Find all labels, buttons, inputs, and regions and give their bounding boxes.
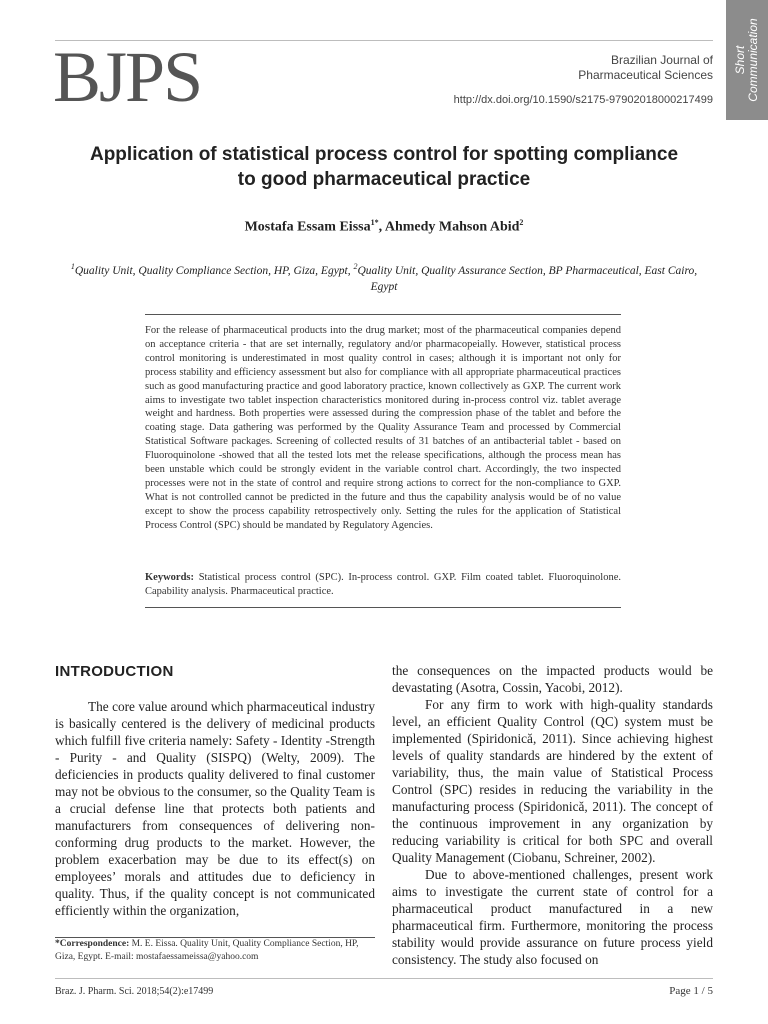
affiliations (60, 259, 708, 295)
keywords-label: Keywords: (145, 572, 194, 583)
section-tab-line1: Short (733, 45, 747, 75)
journal-name-line2: Pharmaceutical Sciences (578, 68, 713, 82)
journal-name (578, 53, 713, 83)
author-1-sup: 1* (370, 218, 379, 227)
affil-sup-2: 2 (353, 262, 358, 271)
paragraph: For any firm to work with high-quality standards level, an efficient Quality Control (QC) system must be implemented (Spiridonică, 2011). Since achieving highest levels of quality standards are hindered by the extent of variability, thus, the main value of Statistical Process Control (SPC) resides in reducing the variability in the manufacturing process (Spiridonică, 2011). The concept of the continuous improvement in any organization by reducing variability is critical for both SPC and overall Quality Management (Ciobanu, Schreiner, 2002). (392, 697, 713, 865)
right-column (392, 662, 713, 968)
section-heading-introduction: INTRODUCTION (55, 663, 174, 680)
paragraph: the consequences on the impacted products would be devastating (Asotra, Cossin, Yacobi, 2012). (392, 663, 713, 695)
title-line2: to good pharmaceutical practice (237, 169, 531, 190)
keywords-text: Statistical process control (SPC). In-process control. GXP. Film coated tablet. Fluoroquinolone. Capability analysis. Pharmaceutical practice. (145, 572, 621, 597)
author-list (60, 218, 708, 236)
footnote-label: *Correspondence: (55, 939, 130, 949)
author-2-sup: 2 (519, 218, 524, 227)
abstract-text: For the release of pharmaceutical products into the drug market; most of the pharmaceutical companies depend on acceptance criteria - that are set internally, regulatory and/or pharmacopeially. However, statistical process control monitoring is underestimated in most quality control in cases; although it is important not only for process stability and efficiency assessment but also for compliance with all appropriate pharmaceutical practices such as good manufacturing practice and good laboratory practice, known collectively as GXP. The current work aims to investigate two tablet inspection characteristics monitored during in-process control viz. tablet average weight and hardness. Both properties were assessed during the compression phase of the tablet and before the coating stage. Data gathering was performed by the Quality Assurance Team and processed by Commercial Statistical Software packages. Screening of collected results of 31 batches of an antibacterial tablet - based on Fluoroquinolone -showed that all the tested lots met the release specifications, although the process mean has been unstable which could be strongly evident in the variable control chart. Accordingly, the two inspected processes were not in the state of control and require strong actions to correct for the non-compliance to GXP. What is not controlled cannot be predicted in the future and thus the capability analysis would be of no value except to show the process capability retrospectively only. Setting the rules for the application of Statistical Process Control (SPC) should be mandated by Regulatory Agencies. (145, 325, 621, 531)
title-line1: Application of statistical process control for spotting compliance (89, 144, 679, 165)
paragraph: The core value around which pharmaceutical industry is basically centered is the delivery of medicinal products which fulfill five criteria namely: Safety - Identity -Strength - Purity - and Quality (SISPQ) (Welty, 2009). The deficiencies in products quality delivered to final customer may not be obvious to the consumer, so the Quality Team is a crucial defense line that protects both patients and manufacturers from consequences of delivering non-conforming drug products to the market. However, the problem exacerbation may be due to its effect(s) on employees’ morals and attitudes due to deficiency in quality. Thus, if the quality concept is not communicated efficiently within the organization, (55, 699, 375, 918)
abstract-bottom-rule (145, 607, 621, 608)
footer-citation: Braz. J. Pharm. Sci. 2018;54(2):e17499 (55, 986, 214, 997)
page-number: Page 1 / 5 (669, 985, 713, 997)
left-column (55, 698, 375, 919)
footnote-text: M. E. Eissa. Quality Unit, Quality Compliance Section, HP, Giza, Egypt. E-mail: mostafaessameissa@yahoo.com (55, 939, 359, 962)
article-title (60, 142, 708, 192)
correspondence-footnote (55, 938, 375, 964)
paragraph: Due to above-mentioned challenges, present work aims to investigate the current state of control for a pharmaceutical product manufactured in a new pharmaceutical firm. Furthermore, monitoring the process stability would provide assurance on future process yield consistency. The study also focused on (392, 867, 713, 967)
author-separator: , (378, 219, 385, 235)
abstract-top-rule (145, 314, 621, 315)
doi-link[interactable]: http://dx.doi.org/10.1590/s2175-97902018000217499 (453, 94, 713, 106)
author-1: Mostafa Essam Eissa (244, 219, 371, 235)
footer-rule (55, 978, 713, 979)
section-tab-label (734, 18, 760, 101)
section-tab-line2: Communication (746, 18, 760, 102)
section-tab (726, 0, 768, 120)
affil-text-2: Quality Unit, Quality Assurance Section, BP Pharmaceutical, East Cairo, Egypt (357, 264, 698, 293)
affil-text-1: Quality Unit, Quality Compliance Section, HP, Giza, Egypt, (74, 264, 354, 277)
keywords (145, 571, 621, 599)
journal-name-line1: Brazilian Journal of (610, 53, 713, 67)
journal-logo: BJPS (53, 37, 202, 117)
affil-sup-1: 1 (70, 262, 75, 271)
author-2: Ahmedy Mahson Abid (384, 219, 520, 235)
